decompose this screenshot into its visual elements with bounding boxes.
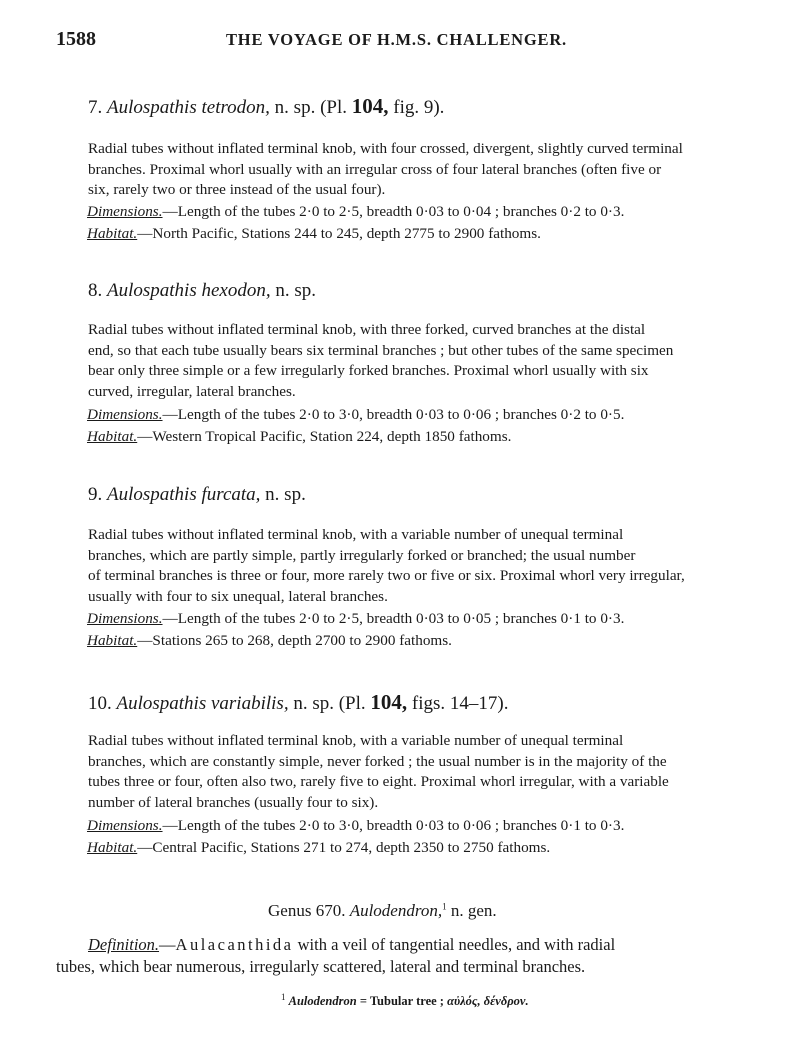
- habitat-8: [87, 428, 511, 446]
- species-name: Aulospathis tetrodon,: [107, 97, 270, 118]
- habitat-7: [87, 225, 541, 243]
- text-line: end, so that each tube usually bears six terminal branches ; but other tubes of the same specimen: [88, 341, 674, 359]
- page-number: 1588: [56, 28, 96, 50]
- dimensions-7: [87, 203, 624, 221]
- figure-ref: fig. 9).: [388, 97, 445, 118]
- footnote-mark: 1: [281, 992, 286, 1002]
- habitat-9: [87, 632, 452, 650]
- text-line: branches. Proximal whorl usually with an irregular cross of four lateral branches (often five or: [88, 160, 662, 178]
- species-status: n. sp. (Pl.: [288, 693, 371, 714]
- habitat-label: Habitat.: [87, 839, 138, 856]
- dimensions-text: —Length of the tubes 2·0 to 2·5, breadth 0·03 to 0·05 ; branches 0·1 to 0·3.: [162, 610, 625, 627]
- text-line: Radial tubes without inflated terminal knob, with a variable number of unequal terminal: [88, 732, 624, 749]
- habitat-label: Habitat.: [87, 225, 138, 242]
- genus-heading: [268, 901, 497, 921]
- dimensions-8: [87, 406, 624, 424]
- text-line: of terminal branches is three or four, more rarely two or five or six. Proximal whorl very irregular,: [88, 567, 685, 584]
- species-heading-7: [88, 94, 444, 119]
- species-heading-10: [88, 690, 508, 715]
- definition-dash: —: [159, 935, 176, 954]
- species-number: 10.: [88, 693, 112, 714]
- dimensions-text: —Length of the tubes 2·0 to 3·0, breadth 0·03 to 0·06 ; branches 0·1 to 0·3.: [162, 817, 625, 834]
- text-line: usually with four to six unequal, lateral branches.: [88, 587, 388, 605]
- footnote-term: Aulodendron: [288, 994, 357, 1009]
- species-status: n. sp. (Pl.: [269, 97, 352, 118]
- footnote: [281, 992, 529, 1009]
- species-description-8: [56, 320, 746, 402]
- genus-definition: [56, 934, 746, 978]
- species-name: Aulospathis variabilis,: [116, 693, 289, 714]
- species-status: n. sp.: [260, 484, 306, 505]
- dimensions-text: —Length of the tubes 2·0 to 3·0, breadth 0·03 to 0·06 ; branches 0·2 to 0·5.: [162, 406, 625, 423]
- text-line: curved, irregular, lateral branches.: [88, 382, 296, 400]
- footnote-greek: αὐλός, δένδρον.: [447, 994, 529, 1009]
- dimensions-label: Dimensions.: [87, 406, 163, 423]
- dimensions-10: [87, 817, 624, 835]
- footnote-text: = Tubular tree ;: [356, 994, 448, 1009]
- definition-text: tubes, which bear numerous, irregularly scattered, lateral and terminal branches.: [56, 957, 586, 976]
- family-name: Aulacanthida: [175, 935, 294, 954]
- habitat-label: Habitat.: [87, 632, 138, 649]
- dimensions-text: —Length of the tubes 2·0 to 2·5, breadth 0·03 to 0·04 ; branches 0·2 to 0·3.: [162, 203, 625, 220]
- definition-label: Definition.: [88, 935, 160, 954]
- footnote-mark: 1: [442, 901, 447, 912]
- dimensions-9: [87, 610, 624, 628]
- habitat-10: [87, 839, 550, 857]
- dimensions-label: Dimensions.: [87, 610, 163, 627]
- dimensions-label: Dimensions.: [87, 203, 163, 220]
- species-number: 8.: [88, 280, 103, 301]
- text-line: bear only three simple or a few irregularly forked branches. Proximal whorl usually with six: [88, 362, 649, 379]
- text-line: Radial tubes without inflated terminal knob, with four crossed, divergent, slightly curved terminal: [88, 140, 683, 157]
- species-description-10: [56, 731, 746, 813]
- plate-number: 104,: [370, 690, 408, 714]
- genus-name: Aulodendron,: [349, 901, 443, 920]
- text-line: branches, which are constantly simple, never forked ; the usual number is in the majority of the: [88, 752, 667, 770]
- habitat-label: Habitat.: [87, 428, 138, 445]
- genus-suffix: n. gen.: [446, 901, 497, 920]
- page-header: [56, 28, 746, 58]
- species-description-9: [56, 525, 746, 607]
- text-line: six, rarely two or three instead of the usual four).: [88, 181, 386, 198]
- plate-number: 104,: [351, 94, 389, 118]
- text-line: tubes three or four, often also two, rarely five to eight. Proximal whorl irregular, with a variable: [88, 773, 669, 790]
- species-name: Aulospathis furcata,: [107, 484, 261, 505]
- habitat-text: —Central Pacific, Stations 271 to 274, depth 2350 to 2750 fathoms.: [137, 839, 551, 856]
- genus-prefix: Genus 670.: [268, 901, 350, 920]
- figure-ref: figs. 14–17).: [407, 693, 509, 714]
- text-line: Radial tubes without inflated terminal knob, with three forked, curved branches at the distal: [88, 321, 646, 338]
- species-description-7: [56, 139, 746, 201]
- text-line: Radial tubes without inflated terminal knob, with a variable number of unequal terminal: [88, 526, 624, 543]
- species-heading-9: [88, 484, 306, 506]
- dimensions-label: Dimensions.: [87, 817, 163, 834]
- species-number: 7.: [88, 97, 103, 118]
- habitat-text: —Stations 265 to 268, depth 2700 to 2900 fathoms.: [137, 632, 452, 649]
- species-status: n. sp.: [270, 280, 317, 301]
- habitat-text: —North Pacific, Stations 244 to 245, depth 2775 to 2900 fathoms.: [137, 225, 541, 242]
- species-name: Aulospathis hexodon,: [107, 280, 271, 301]
- definition-text: with a veil of tangential needles, and with radial: [293, 935, 616, 954]
- text-line: number of lateral branches (usually four to six).: [88, 793, 379, 811]
- habitat-text: —Western Tropical Pacific, Station 224, depth 1850 fathoms.: [137, 428, 512, 445]
- text-line: branches, which are partly simple, partly irregularly forked or branched; the usual number: [88, 546, 636, 564]
- species-heading-8: [88, 280, 316, 302]
- species-number: 9.: [88, 484, 103, 505]
- running-title: THE VOYAGE OF H.M.S. CHALLENGER.: [226, 30, 567, 49]
